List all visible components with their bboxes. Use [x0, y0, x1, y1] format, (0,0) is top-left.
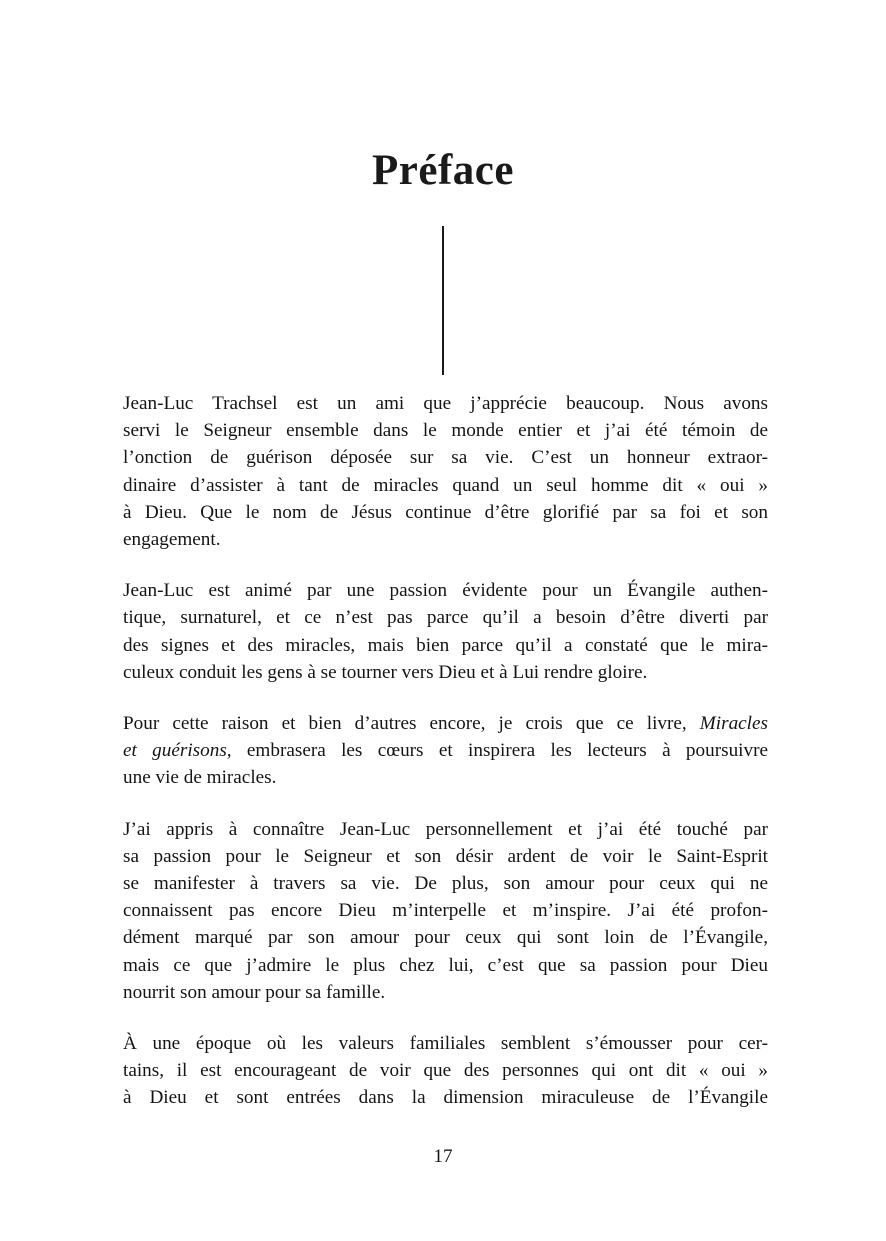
text-line: dément marqué par son amour pour ceux qui sont loin de l’Évangile,	[123, 927, 768, 949]
text-line: Jean-Luc Trachsel est un ami que j’apprécie beaucoup. Nous avons	[123, 393, 768, 414]
text-line: servi le Seigneur ensemble dans le monde entier et j’ai été témoin de	[123, 420, 768, 442]
page-title: Préface	[372, 146, 514, 194]
body-text	[123, 390, 768, 1136]
paragraph	[123, 1030, 768, 1112]
text-line: À une époque où les valeurs familiales semblent s’émousser pour cer-	[123, 1033, 768, 1055]
text-line: une vie de miracles.	[123, 767, 277, 789]
divider-rule	[442, 226, 444, 375]
text-line: nourrit son amour pour sa famille.	[123, 981, 386, 1003]
paragraph	[123, 577, 768, 686]
text-line: des signes et des miracles, mais bien parce qu’il a constaté que le mira-	[123, 634, 768, 656]
page-number: 17	[433, 1146, 453, 1167]
paragraph	[123, 816, 768, 1006]
text-line: tains, il est encourageant de voir que des personnes qui ont dit « oui »	[123, 1060, 768, 1082]
text-line: mais ce que j’admire le plus chez lui, c’est que sa passion pour Dieu	[123, 954, 768, 976]
text-line: connaissent pas encore Dieu m’interpelle et m’inspire. J’ai été profon-	[123, 900, 768, 922]
text-line: dinaire d’assister à tant de miracles quand un seul homme dit « oui »	[123, 474, 768, 496]
text-line: et guérisons, embrasera les cœurs et inspirera les lecteurs à poursuivre	[123, 740, 768, 762]
text-line: à Dieu. Que le nom de Jésus continue d’être glorifié par sa foi et son	[123, 501, 768, 523]
text-line: sa passion pour le Seigneur et son désir ardent de voir le Saint-Esprit	[123, 845, 768, 867]
text-line: J’ai appris à connaître Jean-Luc personnellement et j’ai été touché par	[123, 818, 768, 840]
text-line: se manifester à travers sa vie. De plus, son amour pour ceux qui ne	[123, 873, 768, 895]
text-line: l’onction de guérison déposée sur sa vie. C’est un honneur extraor-	[123, 447, 768, 469]
paragraph	[123, 710, 768, 792]
text-line: engagement.	[123, 529, 221, 551]
text-line: culeux conduit les gens à se tourner vers Dieu et à Lui rendre gloire.	[123, 661, 648, 683]
text-line: à Dieu et sont entrées dans la dimension miraculeuse de l’Évangile	[123, 1087, 768, 1109]
paragraph	[123, 390, 768, 553]
text-line: tique, surnaturel, et ce n’est pas parce qu’il a besoin d’être diverti par	[123, 607, 768, 629]
text-line: Pour cette raison et bien d’autres encore, je crois que ce livre, Miracles	[123, 713, 768, 735]
text-line: Jean-Luc est animé par une passion évidente pour un Évangile authen-	[123, 580, 768, 602]
